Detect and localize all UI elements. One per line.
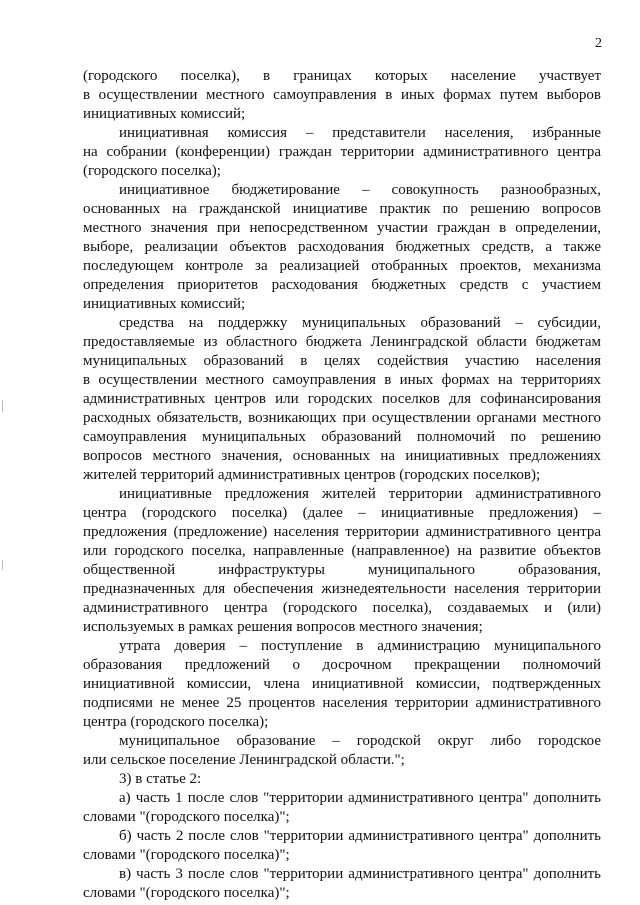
paragraph-line: общественной инфраструктуры муниципального образования, [83, 562, 601, 578]
paragraph-line: административных центров или городских поселков для софинансирования [83, 391, 601, 407]
document-paragraph [83, 827, 601, 865]
document-paragraph [83, 67, 601, 124]
paragraph-line: (городского поселка); [83, 163, 221, 179]
paragraph-line: предоставляемые из областного бюджета Ленинградской области бюджетам [83, 334, 601, 350]
paragraph-line: инициативное бюджетирование – совокупность разнообразных, [119, 182, 601, 198]
paragraph-line: расходных обязательств, возникающих при осуществлении органами местного [83, 410, 601, 426]
page-number: 2 [595, 36, 602, 51]
paragraph-line: муниципальных образований в целях содействия участию населения [83, 353, 601, 369]
paragraph-line: определения приоритетов расходования бюджетных средств с участием [83, 277, 601, 293]
paragraph-line: средства на поддержку муниципальных образований – субсидии, [119, 315, 601, 331]
paragraph-line: словами "(городского поселка)"; [83, 809, 290, 825]
document-paragraph [83, 637, 601, 732]
paragraph-line: утрата доверия – поступление в администрацию муниципального [119, 638, 601, 654]
paragraph-line: инициативная комиссия – представители населения, избранные [119, 125, 601, 141]
paragraph-line: предложения (предложение) населения территории административного центра [83, 524, 601, 540]
paragraph-line: или сельское поселение Ленинградской области."; [83, 752, 405, 768]
document-paragraph [83, 485, 601, 637]
paragraph-line: или городского поселка, направленные (направленное) на развитие объектов [83, 543, 601, 559]
paragraph-line: центра (городского поселка); [83, 714, 269, 730]
document-paragraph [83, 770, 601, 789]
paragraph-line: на собрании (конференции) граждан территории административного центра [83, 144, 601, 160]
paragraph-line: словами "(городского поселка)"; [83, 847, 290, 863]
paragraph-line: инициативные предложения жителей территории административного [119, 486, 601, 502]
paragraph-line: инициативных комиссий; [83, 106, 246, 122]
scan-edge-mark [2, 560, 3, 570]
document-paragraph [83, 314, 601, 485]
paragraph-line: используемых в рамках решения вопросов местного значения; [83, 619, 483, 635]
paragraph-line: а) часть 1 после слов "территории административного центра" дополнить [119, 790, 601, 806]
paragraph-line: в) часть 3 после слов "территории административного центра" дополнить [119, 866, 601, 882]
document-paragraph [83, 789, 601, 827]
paragraph-line: 3) в статье 2: [119, 771, 202, 787]
document-body [83, 67, 601, 903]
paragraph-line: подписями не менее 25 процентов населения территории административного [83, 695, 601, 711]
scan-edge-mark [2, 400, 3, 412]
paragraph-line: (городского поселка), в границах которых население участвует [83, 68, 601, 84]
paragraph-line: вопросов местного значения, основанных на инициативных предложениях [83, 448, 601, 464]
paragraph-line: местного значения при непосредственном участии граждан в определении, [83, 220, 601, 236]
document-paragraph [83, 124, 601, 181]
paragraph-line: предназначенных для обеспечения жизнедеятельности населения территории [83, 581, 601, 597]
document-paragraph [83, 865, 601, 903]
paragraph-line: словами "(городского поселка)"; [83, 885, 290, 901]
paragraph-line: муниципальное образование – городской округ либо городское [119, 733, 601, 749]
paragraph-line: в осуществлении местного самоуправления в иных формах путем выборов [83, 87, 601, 103]
paragraph-line: инициативных комиссий; [83, 296, 246, 312]
paragraph-line: центра (городского поселка) (далее – инициативные предложения) – [83, 505, 601, 521]
paragraph-line: выборе, реализации объектов расходования бюджетных средств, а также [83, 239, 601, 255]
paragraph-line: в осуществлении местного самоуправления в иных формах на территориях [83, 372, 601, 388]
paragraph-line: жителей территорий административных центров (городских поселков); [83, 467, 541, 483]
paragraph-line: основанных на гражданской инициативе практик по решению вопросов [83, 201, 601, 217]
document-paragraph [83, 732, 601, 770]
paragraph-line: последующем контроле за реализацией отобранных проектов, механизма [83, 258, 601, 274]
paragraph-line: б) часть 2 после слов "территории административного центра" дополнить [119, 828, 601, 844]
paragraph-line: образования предложений о досрочном прекращении полномочий [83, 657, 601, 673]
document-paragraph [83, 181, 601, 314]
paragraph-line: административного центра (городского поселка), создаваемых и (или) [83, 600, 601, 616]
paragraph-line: самоуправления муниципальных образований полномочий по решению [83, 429, 601, 445]
paragraph-line: инициативной комиссии, члена инициативной комиссии, подтвержденных [83, 676, 601, 692]
